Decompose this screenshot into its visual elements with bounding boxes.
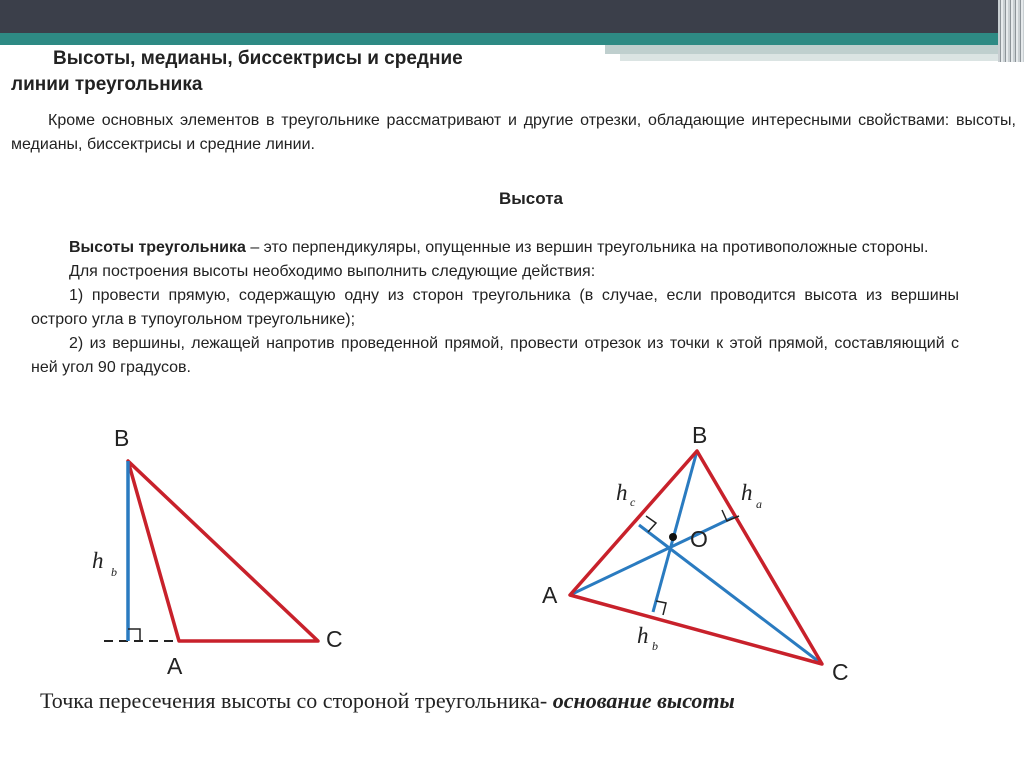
- orthocenter-point: [669, 533, 677, 541]
- intro-paragraph: Кроме основных элементов в треугольнике рассматривают и другие отрезки, обладающие интересными свойствами: высоты, медианы, биссектрисы и средние линии.: [11, 112, 1016, 153]
- altitude-label-hc-sub: c: [630, 495, 636, 509]
- vertex-label-c: C: [326, 626, 343, 652]
- section-heading: Высота: [499, 189, 563, 208]
- altitude-label-ha-sub: a: [756, 497, 762, 511]
- step-2: 2) из вершины, лежащей напротив проведенной прямой, провести отрезок из точки к этой прямой, составляющий с ней угол 90 градусов.: [31, 335, 959, 376]
- caption: [40, 688, 1020, 714]
- steps-intro: Для построения высоты необходимо выполнить следующие действия:: [69, 263, 596, 280]
- vertex-label-c-acute: C: [832, 659, 849, 685]
- orthocenter-label: O: [690, 526, 708, 552]
- right-angle-mark-b: [656, 601, 666, 615]
- step-1: 1) провести прямую, содержащую одну из сторон треугольника (в случае, если проводится высота из вершины острого угла в тупоугольном треугольнике);: [31, 287, 959, 328]
- altitude-label-hb-sub: b: [652, 639, 658, 653]
- definition-term: Высоты треугольника: [69, 239, 246, 256]
- altitude-hc-segment: [639, 525, 822, 664]
- definition-text: – это перпендикуляры, опущенные из вершин треугольника на противоположные стороны.: [245, 239, 929, 256]
- vertex-label-b-acute: B: [692, 422, 708, 448]
- altitude-label-sub: b: [111, 565, 117, 579]
- altitude-label-hb: h: [637, 623, 649, 648]
- slide-title-line1: Высоты, медианы, биссектрисы и средние: [53, 48, 463, 69]
- altitude-label-ha: h: [741, 480, 753, 505]
- slide-title-line2: линии треугольника: [11, 74, 203, 95]
- altitude-label-hc: h: [616, 480, 628, 505]
- caption-emphasis: основание высоты: [552, 688, 735, 713]
- caption-text: Точка пересечения высоты со стороной треугольника-: [40, 688, 553, 713]
- altitude-ha-segment: [570, 517, 734, 595]
- triangle-abc-acute: [570, 451, 822, 664]
- vertex-label-a: A: [167, 653, 183, 679]
- altitude-label-h: h: [92, 548, 104, 573]
- vertex-label-b: B: [114, 425, 130, 451]
- vertex-label-a-acute: A: [542, 582, 558, 608]
